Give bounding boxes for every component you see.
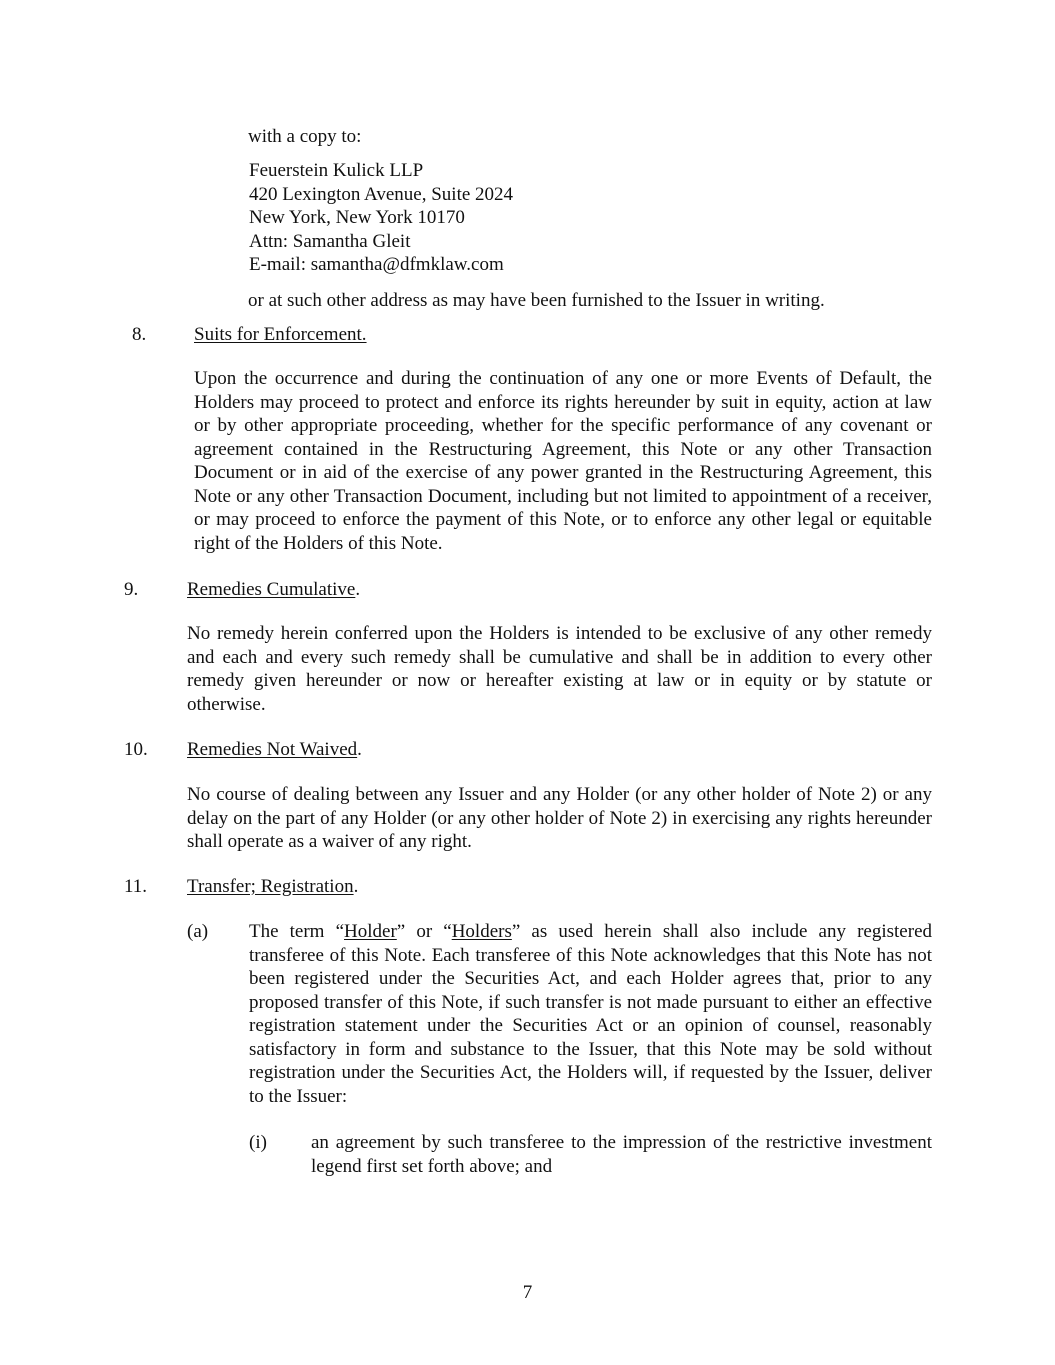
address-line: New York, New York 10170 <box>249 207 465 228</box>
copy-intro: with a copy to: <box>248 126 362 147</box>
section-body: No course of dealing between any Issuer and any Holder (or any other holder of Note 2) or any delay on the part of any Holder (or any other holder of Note 2) in exercising any rights hereunder shall operate as a waiver of any right. <box>187 784 932 852</box>
section-heading <box>187 578 360 602</box>
subsection-label: (a) <box>187 921 209 942</box>
address-line: Feuerstein Kulick LLP <box>249 160 424 181</box>
address-line: Attn: Samantha Gleit <box>249 230 411 252</box>
section-number: 11. <box>124 876 148 897</box>
section-number: 9. <box>124 579 139 600</box>
section-heading <box>194 323 367 347</box>
section-heading-punct: . <box>357 739 362 760</box>
subsection-label: (i) <box>249 1132 267 1153</box>
section-body: No remedy herein conferred upon the Holders is intended to be exclusive of any other remedy and each and every such remedy shall be cumulative and shall be in addition to every other remedy given hereunder or now or hereafter existing at law or in equity or by statute or otherwise. <box>187 623 932 715</box>
subsection-a-mid: ” or “ <box>396 921 452 942</box>
notice-closing: or at such other address as may have been furnished to the Issuer in writing. <box>248 290 825 311</box>
section-number: 10. <box>124 739 148 760</box>
section-heading <box>187 875 358 899</box>
subsection-a-rest: ” as used herein shall also include any registered transferee of this Note. Each transferee of this Note acknowledges that this Note has not been registered under the Securities Act, and each Holder agrees that, prior to any proposed transfer of this Note, if such transfer is not made pursuant to either an effective registration statement under the Securities Act or an opinion of counsel, reasonably satisfactory in form and substance to the Issuer, that this Note may be sold without registration under the Securities Act, the Holders will, if requested by the Issuer, deliver to the Issuer: <box>249 921 932 1107</box>
page-number: 7 <box>522 1282 533 1303</box>
address-line: 420 Lexington Avenue, Suite 2024 <box>249 183 514 205</box>
section-heading-text: Suits for Enforcement. <box>194 324 367 345</box>
subsection-a-prefix: The term “ <box>249 921 345 942</box>
section-heading-punct: . <box>353 876 359 897</box>
subsection-i-body: an agreement by such transferee to the impression of the restrictive investment legend first set forth above; and <box>311 1132 932 1177</box>
address-line-email: E-mail: samantha@dfmklaw.com <box>249 254 504 275</box>
section-heading-punct: . <box>355 579 361 600</box>
defined-term-holders: Holders <box>451 921 512 942</box>
section-heading-text: Remedies Not Waived <box>187 739 358 760</box>
section-heading-text: Remedies Cumulative <box>187 579 356 600</box>
section-heading-text: Transfer; Registration <box>187 876 354 897</box>
subsection-a-body <box>249 920 932 1108</box>
section-body: Upon the occurrence and during the continuation of any one or more Events of Default, the Holders may proceed to protect and enforce its rights hereunder by suit in equity, action at law or by other appropriate proceeding, whether for the specific performance of any covenant or agreement contained in the Restructuring Agreement, this Note or any other Transaction Document or in aid of the exercise of any power granted in the Restructuring Agreement, this Note or any other Transaction Document, including but not limited to appointment of a receiver, or may proceed to enforce the payment of this Note, or to enforce any other legal or equitable right of the Holders of this Note. <box>194 368 932 554</box>
defined-term-holder: Holder <box>344 921 397 942</box>
section-heading <box>187 738 362 762</box>
address-block <box>249 159 513 277</box>
section-number: 8. <box>132 324 147 345</box>
